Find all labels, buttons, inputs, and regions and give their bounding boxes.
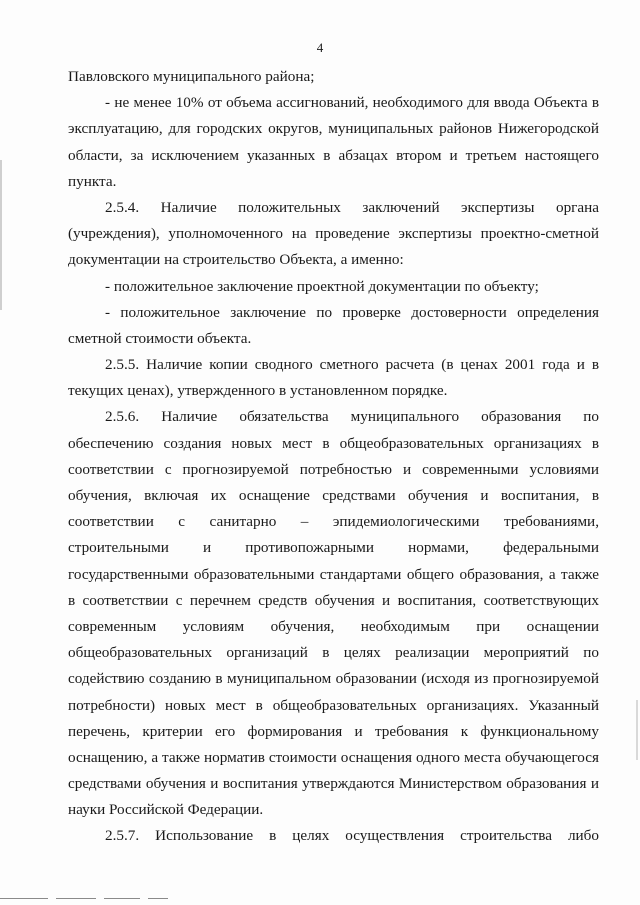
scan-bottom-edge xyxy=(0,887,640,905)
text-line: содействию созданию в муниципальном образовании (исходя из прогнозируемой xyxy=(68,670,599,688)
scan-edge-mark xyxy=(0,160,2,310)
scan-artifact xyxy=(56,898,96,899)
text-line: соответствии с санитарно – эпидемиологическими требованиями, xyxy=(68,513,599,531)
text-line: 2.5.4. Наличие положительных заключений экспертизы органа xyxy=(105,198,599,216)
text-line: обеспечению создания новых мест в общеобразовательных организациях в xyxy=(68,434,599,452)
text-line: - не менее 10% от объема ассигнований, необходимого для ввода Объекта в xyxy=(105,94,599,112)
text-line: обучения, включая их оснащение средствами обучения и воспитания, в xyxy=(68,487,599,504)
text-line: общеобразовательных организаций в целях реализации мероприятий по xyxy=(68,644,599,662)
text-line: средствами обучения и воспитания утверждаются Министерством образования и xyxy=(68,775,599,793)
text-line: государственными образовательными стандартами общего образования, а также xyxy=(68,565,599,583)
text-line: - положительное заключение проектной документации по объекту; xyxy=(105,277,539,295)
text-line: современным условиям обучения, необходимым при оснащении xyxy=(68,617,599,635)
text-line: документации на строительство Объекта, а именно: xyxy=(68,251,404,269)
text-line: (учреждения), уполномоченного на проведение экспертизы проектно-сметной xyxy=(68,225,599,243)
text-line: пункта. xyxy=(68,172,117,190)
text-line: 2.5.5. Наличие копии сводного сметного расчета (в ценах 2001 года и в xyxy=(105,356,599,374)
text-line: сметной стоимости объекта. xyxy=(68,329,252,347)
text-line: 2.5.7. Использование в целях осуществления строительства либо xyxy=(105,827,599,845)
text-line: в соответствии с перечнем средств обучения и воспитания, соответствующих xyxy=(68,591,599,609)
scan-edge-mark-right xyxy=(636,700,638,760)
text-line: строительными и противопожарными нормами, федеральными xyxy=(68,539,599,557)
page-number: 4 xyxy=(316,40,324,55)
text-line: оснащению, а также норматив стоимости оснащения одного места обучающегося xyxy=(68,748,599,766)
scan-artifact xyxy=(104,898,140,899)
text-line: текущих ценах), утвержденного в установленном порядке. xyxy=(68,382,448,400)
text-line: потребности) новых мест в общеобразовательных организациях. Указанный xyxy=(68,696,599,714)
text-line: эксплуатацию, для городских округов, муниципальных районов Нижегородской xyxy=(68,120,599,138)
text-line: 2.5.6. Наличие обязательства муниципального образования по xyxy=(105,408,599,426)
scan-artifact xyxy=(148,898,168,899)
text-line: - положительное заключение по проверке достоверности определения xyxy=(105,303,599,321)
text-line: соответствии с прогнозируемой потребностью и современными условиями xyxy=(68,460,599,478)
text-line: науки Российской Федерации. xyxy=(68,801,264,819)
scan-artifact xyxy=(0,898,48,899)
body-text xyxy=(68,64,599,850)
text-line: перечень, критерии его формирования и требования к функциональному xyxy=(68,722,599,740)
text-line: Павловского муниципального района; xyxy=(68,68,315,85)
text-line: области, за исключением указанных в абзацах втором и третьем настоящего xyxy=(68,146,599,164)
